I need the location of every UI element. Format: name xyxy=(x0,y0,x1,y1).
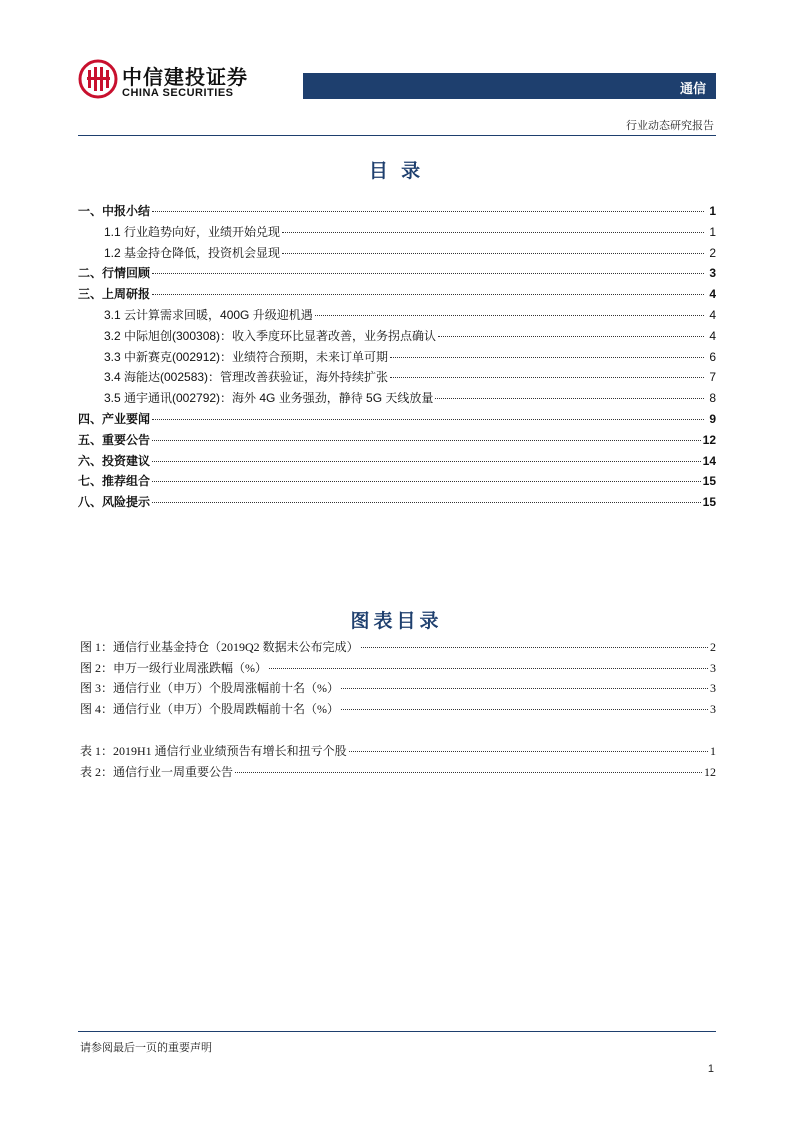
toc-section-entry[interactable] xyxy=(78,451,716,472)
entry-page-number: 12 xyxy=(702,432,716,447)
entry-title: 图 4：通信行业（申万）个股周跌幅前十名（%） xyxy=(80,701,339,716)
entry-page-number: 1 xyxy=(709,204,716,218)
table-list xyxy=(80,741,716,782)
entry-title: 表 2：通信行业一周重要公告 xyxy=(80,764,234,779)
dot-leader xyxy=(361,647,708,648)
entry-page-number: 3 xyxy=(709,266,716,281)
dot-leader xyxy=(282,253,704,254)
dot-leader xyxy=(152,294,704,295)
dot-leader xyxy=(315,315,704,316)
dot-leader xyxy=(390,357,704,358)
page-number: 1 xyxy=(707,1063,714,1075)
entry-title: 四、产业要闻 xyxy=(78,411,151,426)
dot-leader xyxy=(438,336,704,337)
entry-page-number: 4 xyxy=(709,307,716,322)
figures-index-title: 图表目录 xyxy=(350,611,443,632)
entry-page-number: 2 xyxy=(709,245,716,260)
entry-title: 五、重要公告 xyxy=(78,432,151,447)
entry-title: 3.4 海能达(002583)：管理改善获验证，海外持续扩张 xyxy=(104,370,389,385)
toc-subsection-entry[interactable] xyxy=(78,388,716,409)
entry-title: 二、行情回顾 xyxy=(78,266,151,281)
report-type-label: 行业动态研究报告 xyxy=(626,120,714,132)
entry-title: 七、推荐组合 xyxy=(78,474,151,489)
logo-english-name: CHINA SECURITIES xyxy=(122,87,234,99)
dot-leader xyxy=(152,461,701,462)
company-logo xyxy=(78,59,268,103)
entry-title: 3.2 中际旭创(300308)：收入季度环比显著改善，业务拐点确认 xyxy=(104,328,437,343)
index-entry[interactable] xyxy=(80,678,716,699)
entry-page-number: 12 xyxy=(704,764,716,779)
entry-page-number: 1 xyxy=(710,744,716,758)
toc-subsection-entry[interactable] xyxy=(78,326,716,347)
entry-page-number: 3 xyxy=(710,660,716,675)
dot-leader xyxy=(235,772,702,773)
entry-title: 3.5 通宇通讯(002792)：海外 4G 业务强劲，静待 5G 天线放量 xyxy=(104,391,434,406)
dot-leader xyxy=(152,502,701,503)
entry-page-number: 9 xyxy=(709,411,716,426)
toc-section-entry[interactable] xyxy=(78,471,716,492)
index-entry[interactable] xyxy=(80,658,716,679)
index-entry[interactable] xyxy=(80,741,716,762)
entry-title: 图 3：通信行业（申万）个股周涨幅前十名（%） xyxy=(80,681,339,696)
toc-section-entry[interactable] xyxy=(78,430,716,451)
entry-page-number: 3 xyxy=(710,701,716,716)
toc-list xyxy=(78,201,716,513)
toc-title: 目 录 xyxy=(368,161,425,182)
dot-leader xyxy=(349,751,708,752)
dot-leader xyxy=(152,440,701,441)
toc-section-entry[interactable] xyxy=(78,409,716,430)
entry-title: 一、中报小结 xyxy=(78,204,151,218)
entry-title: 六、投资建议 xyxy=(78,453,151,468)
toc-subsection-entry[interactable] xyxy=(78,347,716,368)
entry-page-number: 3 xyxy=(710,681,716,696)
entry-page-number: 2 xyxy=(710,640,716,654)
entry-title: 3.3 中新赛克(002912)：业绩符合预期，未来订单可期 xyxy=(104,349,389,364)
dot-leader xyxy=(341,688,708,689)
entry-page-number: 15 xyxy=(702,474,716,489)
entry-title: 八、风险提示 xyxy=(78,495,151,510)
index-entry[interactable] xyxy=(80,762,716,783)
entry-page-number: 15 xyxy=(702,495,716,510)
dot-leader xyxy=(152,419,704,420)
logo-chinese-name: 中信建投证券 xyxy=(122,67,248,89)
dot-leader xyxy=(341,709,708,710)
dot-leader xyxy=(152,211,704,212)
dot-leader xyxy=(269,668,708,669)
dot-leader xyxy=(435,398,704,399)
entry-title: 1.1 行业趋势向好，业绩开始兑现 xyxy=(104,224,281,239)
header-sector-bar xyxy=(303,73,716,99)
toc-subsection-entry[interactable] xyxy=(78,305,716,326)
entry-title: 图 2：申万一级行业周涨跌幅（%） xyxy=(80,660,267,675)
entry-title: 三、上周研报 xyxy=(78,287,151,302)
toc-subsection-entry[interactable] xyxy=(78,222,716,243)
toc-subsection-entry[interactable] xyxy=(78,243,716,264)
toc-section-entry[interactable] xyxy=(78,284,716,305)
dot-leader xyxy=(390,377,704,378)
toc-section-entry[interactable] xyxy=(78,492,716,513)
toc-section-entry[interactable] xyxy=(78,263,716,284)
dot-leader xyxy=(282,232,704,233)
figure-list xyxy=(80,637,716,719)
entry-page-number: 4 xyxy=(709,328,716,343)
index-entry[interactable] xyxy=(80,637,716,658)
entry-page-number: 6 xyxy=(709,349,716,364)
entry-page-number: 14 xyxy=(702,453,716,468)
toc-section-entry[interactable] xyxy=(78,201,716,222)
entry-title: 3.1 云计算需求回暖，400G 升级迎机遇 xyxy=(104,307,313,322)
index-entry[interactable] xyxy=(80,699,716,720)
dot-leader xyxy=(152,273,704,274)
sector-label: 通信 xyxy=(679,81,706,96)
entry-page-number: 7 xyxy=(709,370,716,385)
entry-page-number: 8 xyxy=(709,391,716,406)
entry-title: 1.2 基金持仓降低，投资机会显现 xyxy=(104,245,281,260)
toc-subsection-entry[interactable] xyxy=(78,367,716,388)
entry-title: 表 1：2019H1 通信行业业绩预告有增长和扭亏个股 xyxy=(80,744,347,758)
entry-title: 图 1：通信行业基金持仓（2019Q2 数据未公布完成） xyxy=(80,640,359,654)
footer-divider xyxy=(78,1031,716,1032)
dot-leader xyxy=(152,481,701,482)
entry-page-number: 1 xyxy=(709,224,716,239)
header-divider xyxy=(78,135,716,136)
company-logo-mark xyxy=(78,59,118,99)
footer-disclaimer: 请参阅最后一页的重要声明 xyxy=(80,1042,212,1054)
entry-page-number: 4 xyxy=(709,287,716,302)
